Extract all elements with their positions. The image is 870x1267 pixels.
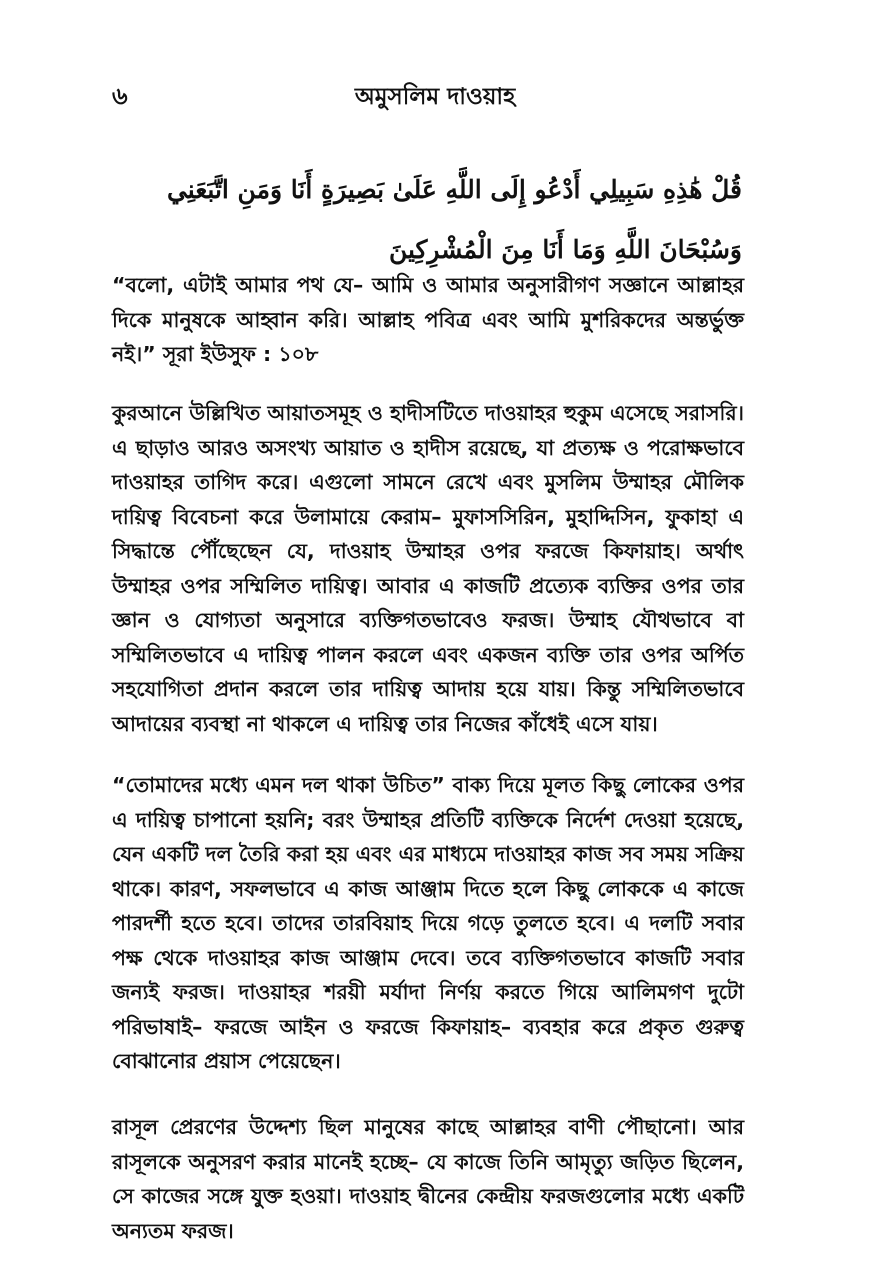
paragraph-text: রাসূল প্রেরণের উদ্দেশ্য ছিল মানুষের কাছে আল্লাহর বাণী পৌছানো। আর রাসূলকে অনুসরণ করার মানেই হচ্ছে– যে কাজে তিনি আমৃত্যু জড়িত ছিলেন, সে কাজের সঙ্গে যুক্ত হওয়া। দাওয়াহ দ্বীনের কেন্দ্রীয় ফরজগুলোর মধ্যে একটি অন্যতম ফরজ।: [112, 1115, 744, 1243]
running-title: অমুসলিম দাওয়াহ: [354, 84, 516, 110]
page-header: [0, 78, 870, 118]
page-number: ৬: [112, 82, 128, 110]
body-paragraph: [112, 1110, 744, 1248]
translation-paragraph: [112, 268, 744, 372]
arabic-verse: قُلْ هَٰذِهِ سَبِيلِي أَدْعُو إِلَى اللَّهِ عَلَىٰ بَصِيرَةٍ أَنَا وَمَنِ اتَّبَعَنِي وَسُبْحَانَ اللَّهِ وَمَا أَنَا مِنَ الْمُشْرِكِينَ: [166, 175, 742, 264]
paragraph-text: “বলো, এটাই আমার পথ যে– আমি ও আমার অনুসারীগণ সজ্ঞানে আল্লাহর দিকে মানুষকে আহ্বান করি। আল্লাহ পবিত্র এবং আমি মুশরিকদের অন্তর্ভুক্ত নই।” সূরা ইউসুফ : ১০৮: [112, 273, 744, 366]
body-paragraph: [112, 768, 744, 1079]
paragraph-text: “তোমাদের মধ্যে এমন দল থাকা উচিত” বাক্য দিয়ে মূলত কিছু লোকের ওপর এ দায়িত্ব চাপানো হয়নি; বরং উম্মাহর প্রতিটি ব্যক্তিকে নির্দেশ দেওয়া হয়েছে, যেন একটি দল তৈরি করা হয় এবং এর মাধ্যমে দাওয়াহর কাজ সব সময় সক্রিয় থাকে। কারণ, সফলভাবে এ কাজ আঞ্জাম দিতে হলে কিছু লোককে এ কাজে পারদর্শী হতে হবে। তাদের তারবিয়াহ দিয়ে গড়ে তুলতে হবে। এ দলটি সবার পক্ষ থেকে দাওয়াহর কাজ আঞ্জাম দেবে। তবে ব্যক্তিগতভাবে কাজটি সবার জন্যই ফরজ। দাওয়াহর শরয়ী মর্যাদা নির্ণয় করতে গিয়ে আলিমগণ দুটো পরিভাষাই– ফরজে আইন ও ফরজে কিফায়াহ– ব্যবহার করে প্রকৃত গুরুত্ব বোঝানোর প্রয়াস পেয়েছেন।: [112, 773, 744, 1073]
paragraph-text: কুরআনে উল্লিখিত আয়াতসমূহ ও হাদীসটিতে দাওয়াহর হুকুম এসেছে সরাসরি। এ ছাড়াও আরও অসংখ্য আয়াত ও হাদীস রয়েছে, যা প্রত্যক্ষ ও পরোক্ষভাবে দাওয়াহর তাগিদ করে। এগুলো সামনে রেখে এবং মুসলিম উম্মাহর মৌলিক দায়িত্ব বিবেচনা করে উলামায়ে কেরাম– মুফাসসিরিন, মুহাদ্দিসিন, ফুকাহা এ সিদ্ধান্তে পৌঁছেছেন যে, দাওয়াহ উম্মাহর ওপর ফরজে কিফায়াহ। অর্থাৎ উম্মাহর ওপর সম্মিলিত দায়িত্ব। আবার এ কাজটি প্রত্যেক ব্যক্তির ওপর তার জ্ঞান ও যোগ্যতা অনুসারে ব্যক্তিগতভাবেও ফরজ। উম্মাহ যৌথভাবে বা সম্মিলিতভাবে এ দায়িত্ব পালন করলে এবং একজন ব্যক্তি তার ওপর অর্পিত সহযোগিতা প্রদান করলে তার দায়িত্ব আদায় হয়ে যায়। কিন্তু সম্মিলিতভাবে আদায়ের ব্যবস্থা না থাকলে এ দায়িত্ব তার নিজের কাঁধেই এসে যায়।: [112, 401, 744, 736]
body-paragraph: [112, 396, 744, 741]
